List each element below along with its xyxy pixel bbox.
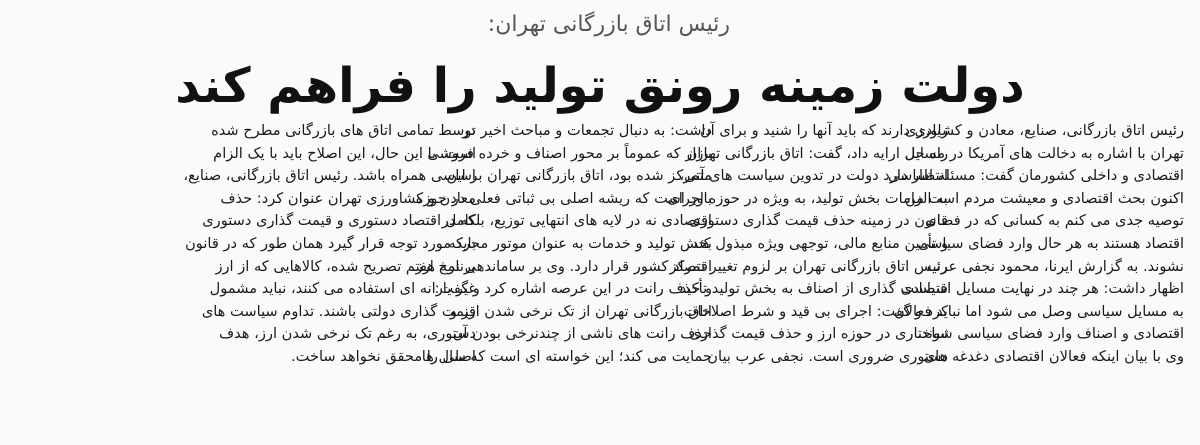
text-line: اقتصادی و اصناف وارد فضای سیاسی شوند.: [916, 325, 1184, 343]
text-line: معادن و کشاورزی تهران عنوان کرد: حذف: [220, 189, 476, 207]
headline: دولت زمینه رونق تولید را فراهم کند: [175, 58, 1025, 114]
text-line: اقتصاد هستند به هر حال وارد فضای سیاسی: [917, 234, 1184, 252]
text-line: غیر یارانه ای استفاده می کنند، نباید مشمول: [209, 280, 476, 298]
text-line: کرد و گفت: اجرای بی قید و شرط اصلاحات: [683, 302, 948, 320]
text-line: وی با بیان اینکه فعالان اقتصادی دغدغه های: [923, 347, 1184, 365]
text-line: باید مورد توجه قرار گیرد همان طور که در قانون: [185, 234, 476, 252]
text-line: داشت: به دنبال تجمعات و مباحث اخیر در: [462, 122, 712, 139]
text-line: اصلی را محقق نخواهد ساخت.: [291, 347, 476, 365]
text-line: و تأمین منابع مالی، توجهی ویژه مبذول کند.: [687, 234, 948, 252]
text-line: اظهار داشت: هر چند در نهایت مسایل اقتصادی: [900, 280, 1184, 298]
text-line: متمرکز شده بود، اتاق بازرگانی تهران بر این: [446, 167, 712, 185]
text-line: قیمت گذاری دولتی باشند. تداوم سیاست های: [201, 302, 476, 320]
text-line: ساختاری در حوزه ارز و حذف قیمت گذاری: [689, 325, 948, 343]
text-line: اقتصاد کشور قرار دارد. وی بر ساماندهی نرخ ارز: [415, 257, 712, 275]
text-line: راه حل ارایه داد، گفت: اتاق بازرگانی تهران: [686, 144, 948, 162]
article-body: [10, 120, 1190, 445]
text-line: رئیس اتاق بازرگانی تهران بر لزوم تغییر تمرکز: [669, 257, 948, 275]
text-line: توسط تمامی اتاق های بازرگانی مطرح شده: [211, 122, 476, 139]
text-line: اکنون بحث اقتصادی و معیشت مردم است من: [904, 189, 1184, 207]
text-line: سیاست گذاری از اصناف به بخش تولید تأکید: [679, 280, 948, 298]
text-line: اساسی همراه باشد. رئیس اتاق بازرگانی، صنایع،: [183, 167, 476, 185]
text-line: کامل اقتصاد دستوری و قیمت گذاری دستوری: [202, 212, 476, 230]
text-line: رئیس اتاق بازرگانی، صنایع، معادن و کشاورزی: [904, 122, 1184, 139]
column-1: [887, 120, 1190, 445]
text-line: قانون در زمینه حذف قیمت گذاری دستوری: [689, 212, 948, 230]
text-line: توصیه جدی می کنم به کسانی که در فضای: [925, 212, 1184, 230]
text-line: انتظار دارد دولت در تدوین سیاست های آتی،: [679, 167, 948, 185]
text-line: به الزامات بخش تولید، به ویژه در حوزه اجرای: [667, 189, 948, 207]
text-line: اتاق بازرگانی تهران از تک نرخی شدن ارز و: [449, 302, 712, 320]
kicker-line: رئیس اتاق بازرگانی تهران:: [487, 12, 730, 37]
text-line: نشوند. به گزارش ایرنا، محمود نجفی عرب: [926, 257, 1184, 275]
text-line: دستوری ضروری است. نجفی عرب بیان: [707, 347, 948, 365]
text-line: به مسایل سیاسی وصل می شود اما نباید فعالان: [893, 302, 1184, 320]
text-line: بخش تولید و خدمات به عنوان موتور محرکه: [448, 234, 712, 252]
text-line: است. با این حال، این اصلاح باید با یک الزام: [213, 144, 476, 162]
text-line: و حذف رانت در این عرصه اشاره کرد و گفت:: [434, 280, 712, 298]
text-line: تهران با اشاره به دخالت های آمریکا در مسایل: [904, 144, 1184, 162]
text-line: زیادی دارند که باید آنها را شنید و برای آن: [699, 122, 948, 139]
text-line: بازار که عموماً بر محور اصناف و خرده فروشی: [427, 144, 712, 162]
text-line: برنامه هفتم تصریح شده، کالاهایی که از ارز: [215, 257, 476, 275]
text-line: اقتصادی و داخلی کشورمان گفت: مسئله اساسی: [887, 167, 1184, 185]
text-line: باور است که ریشه اصلی بی ثباتی فعلی در حوزه: [415, 189, 712, 207]
text-line: اقتصادی نه در لایه های انتهایی توزیع، بلکه در: [441, 212, 712, 230]
text-line: دستوری، به رغم تک نرخی شدن ارز، هدف: [219, 325, 476, 343]
text-line: حمایت می کند؛ این خواسته ای است که سال ها: [421, 347, 712, 365]
text-line: حذف رانت های ناشی از چندنرخی بودن آن: [452, 325, 712, 343]
